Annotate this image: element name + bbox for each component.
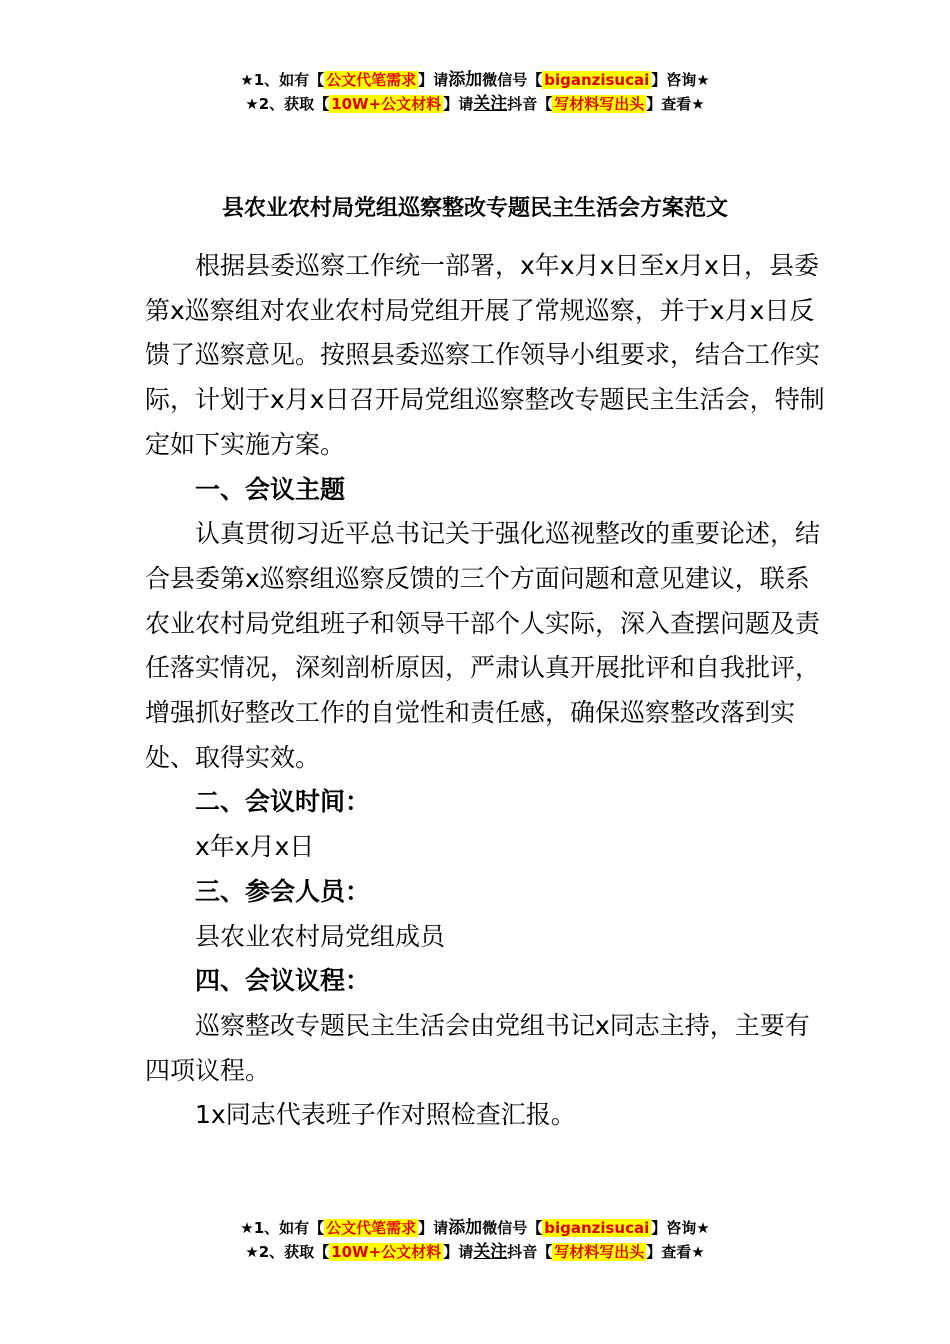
banner-douyin-id: 写材料写出头 — [554, 1243, 645, 1261]
banner-highlight: 公文代笔需求 — [326, 1219, 417, 1237]
time-paragraph: x年x月x日 — [195, 832, 315, 862]
banner-emphasis: 添加 — [448, 70, 483, 90]
banner-text: ★2、获取【 — [245, 95, 330, 113]
banner-line-2 — [0, 92, 950, 116]
banner-text: 】查看★ — [646, 95, 705, 113]
banner-text: 】咨询★ — [651, 1219, 710, 1237]
banner-highlight: 10W+公文材料 — [331, 95, 442, 113]
banner-text: 】请 — [443, 1243, 474, 1261]
banner-wechat-id: biganzisucai — [544, 1219, 650, 1237]
banner-text: 抖音【 — [507, 95, 553, 113]
banner-text: 微信号【 — [482, 1219, 543, 1237]
banner-douyin-id: 写材料写出头 — [554, 95, 645, 113]
bottom-banner — [0, 1216, 950, 1264]
banner-text: 】查看★ — [646, 1243, 705, 1261]
intro-paragraph: 根据县委巡察工作统一部署，x年x月x日至x月x日，县委第x巡察组对农业农村局党组开展了常规巡察，并于x月x日反馈了巡察意见。按照县委巡察工作领导小组要求，结合工作实际，计划于x月x日召开局党组巡察整改专题民主生活会，特制定如下实施方案。 — [145, 251, 825, 459]
banner-highlight: 公文代笔需求 — [326, 71, 417, 89]
banner-text: 】请 — [443, 95, 474, 113]
agenda-item-1: 1x同志代表班子作对照检查汇报。 — [195, 1100, 576, 1130]
top-banner — [0, 68, 950, 116]
banner-text: 微信号【 — [482, 71, 543, 89]
banner-emphasis: 关注 — [473, 1242, 508, 1262]
attendees-paragraph: 县农业农村局党组成员 — [195, 921, 446, 951]
banner-text: ★1、如有【 — [240, 71, 325, 89]
banner-text: ★1、如有【 — [240, 1219, 325, 1237]
document-body — [145, 244, 825, 1138]
banner-wechat-id: biganzisucai — [544, 71, 650, 89]
banner-line-1 — [0, 1216, 950, 1240]
banner-text: ★2、获取【 — [245, 1243, 330, 1261]
banner-text: 】咨询★ — [651, 71, 710, 89]
banner-text: 】请 — [418, 1219, 449, 1237]
section-heading-time: 二、会议时间： — [195, 787, 371, 817]
banner-text: 】请 — [418, 71, 449, 89]
banner-emphasis: 关注 — [473, 94, 508, 114]
banner-line-1 — [0, 68, 950, 92]
agenda-paragraph: 巡察整改专题民主生活会由党组书记x同志主持，主要有四项议程。 — [145, 1010, 810, 1085]
banner-text: 抖音【 — [507, 1243, 553, 1261]
banner-line-2 — [0, 1240, 950, 1264]
section-heading-agenda: 四、会议议程： — [195, 966, 371, 996]
topic-paragraph: 认真贯彻习近平总书记关于强化巡视整改的重要论述，结合县委第x巡察组巡察反馈的三个方面问题和意见建议，联系农业农村局党组班子和领导干部个人实际，深入查摆问题及责任落实情况，深刻剖析原因，严肃认真开展批评和自我批评，增强抓好整改工作的自觉性和责任感，确保巡察整改落到实处、取得实效。 — [145, 519, 821, 772]
section-heading-topic: 一、会议主题 — [195, 474, 346, 504]
section-heading-attendees: 三、参会人员： — [195, 876, 371, 906]
document-title: 县农业农村局党组巡察整改专题民主生活会方案范文 — [221, 196, 728, 221]
banner-emphasis: 添加 — [448, 1218, 483, 1238]
banner-highlight: 10W+公文材料 — [331, 1243, 442, 1261]
